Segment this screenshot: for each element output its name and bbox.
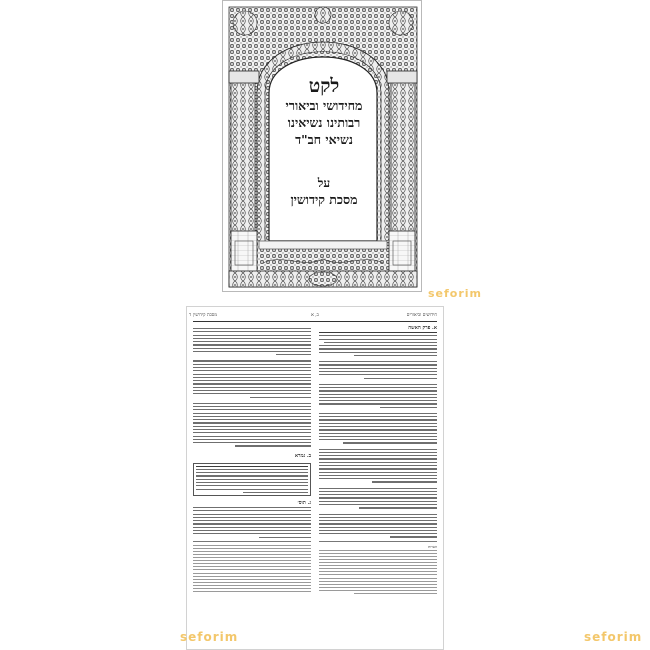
header-right: חידושים וביאורים <box>406 313 437 318</box>
page-number: ד <box>189 313 192 318</box>
title-page <box>222 0 422 292</box>
paragraph-block <box>319 449 437 483</box>
title-line-3: רבותינו נשיאינו <box>287 115 361 130</box>
title-line-5: על <box>317 176 331 190</box>
header-rule <box>193 321 437 322</box>
title-line-2: מחידושי וביאורי <box>285 98 363 113</box>
title-text <box>271 59 377 229</box>
paragraph-block <box>319 413 437 444</box>
watermark-bottom-right: seforim <box>584 630 643 644</box>
footnotes-label: הערות <box>428 544 437 549</box>
paragraph-block <box>193 360 311 397</box>
watermark-top: seforim <box>428 287 483 300</box>
paragraph-block <box>319 361 437 379</box>
header-center: ב, א <box>311 313 319 318</box>
boxed-section <box>193 463 311 496</box>
section-heading-a: א. פרק האשה <box>408 325 437 331</box>
paragraph-block <box>319 514 437 538</box>
paragraph-block <box>193 403 311 447</box>
section-heading-b: ב. גמרא <box>294 452 311 459</box>
running-header <box>193 312 437 320</box>
text-column-left <box>193 324 311 592</box>
paragraph-block <box>193 507 311 538</box>
text-column-right <box>319 324 437 594</box>
header-left: מסכת קידושין <box>193 313 218 318</box>
paragraph-block <box>319 384 437 408</box>
section-heading-c: ג. תוס׳ <box>297 500 311 506</box>
text-page <box>186 306 444 650</box>
footnotes-block <box>319 550 437 594</box>
paragraph-block <box>319 488 437 509</box>
title-line-6: מסכת קידושין <box>290 192 358 207</box>
paragraph-block <box>193 328 311 355</box>
title-line-1: לקט <box>308 75 340 97</box>
title-line-4: נשיאי חב"ד <box>295 132 353 147</box>
footnotes-block <box>193 545 311 592</box>
watermark-bottom-left: seforim <box>180 630 239 644</box>
paragraph-block <box>319 332 437 356</box>
